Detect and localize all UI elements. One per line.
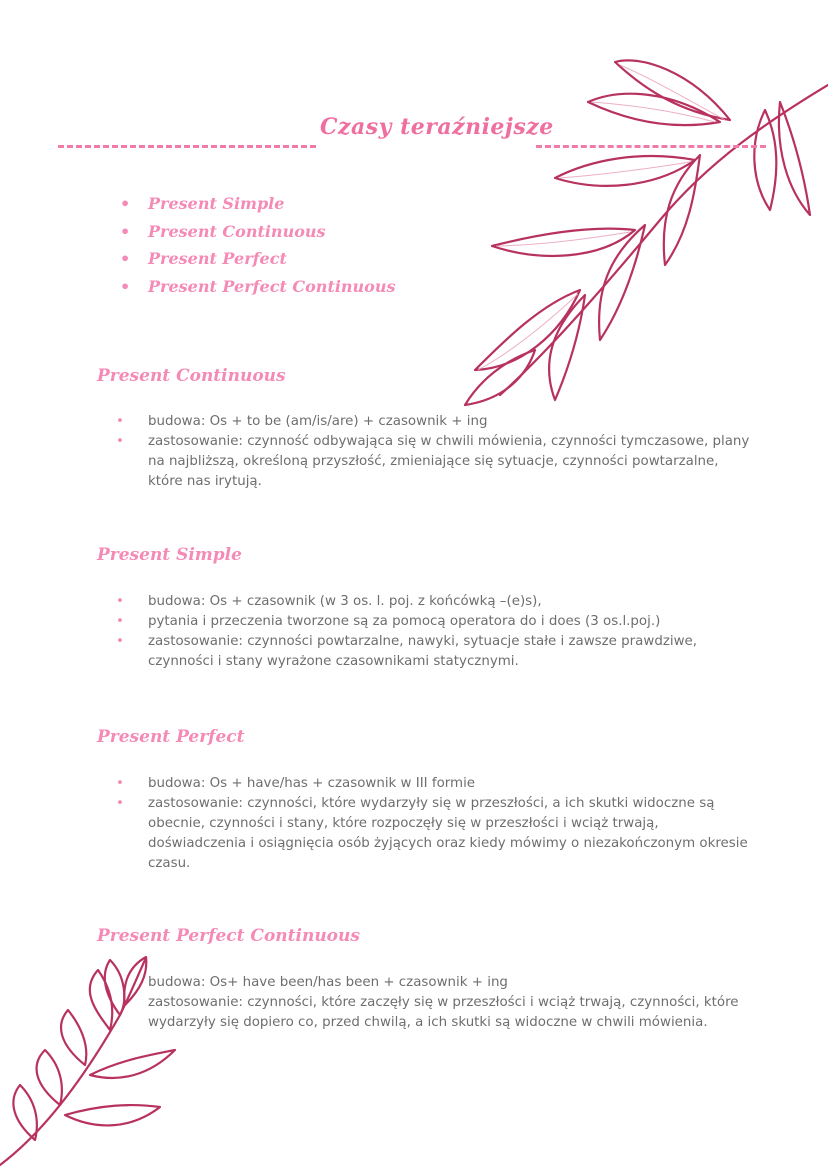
bullet-item: • budowa: Os + czasownik (w 3 os. l. poj. z końcówką –(e)s), — [116, 592, 756, 612]
toc-item: • Present Simple — [120, 194, 395, 222]
section-heading-present-perfect: Present Perfect — [97, 727, 245, 747]
bullet-item: • zastosowanie: czynności, które wydarzyły się w przeszłości, a ich skutki widoczne są obecnie, czynności i stany, które rozpoczęły się w przeszłości i wciąż trwają, doświadczenia i osiągnięcia osób żyjących oraz kiedy mówimy o niezakończonym okresie czasu. — [116, 794, 756, 874]
title-row — [58, 112, 778, 152]
bullet-item: • budowa: Os + have/has + czasownik w III formie — [116, 774, 756, 794]
section-bullets-present-continuous — [116, 412, 756, 492]
section-bullets-present-perfect-continuous — [116, 973, 756, 1033]
section-heading-present-simple: Present Simple — [97, 545, 242, 565]
section-heading-present-continuous: Present Continuous — [97, 366, 286, 386]
section-bullets-present-perfect — [116, 774, 756, 874]
toc-list — [120, 194, 395, 304]
page-title: Czasy teraźniejsze — [320, 114, 554, 140]
bullet-item: • pytania i przeczenia tworzone są za pomocą operatora do i does (3 os.l.poj.) — [116, 612, 756, 632]
bullet-item: zastosowanie: czynności, które zaczęły się w przeszłości i wciąż trwają, czynności, które wydarzyły się dopiero co, przed chwilą, a ich skutki są widoczne w chwili mówienia. — [148, 995, 739, 1030]
bullet-item: • budowa: Os + to be (am/is/are) + czasownik + ing — [116, 412, 756, 432]
bullet-item: • zastosowanie: czynności powtarzalne, nawyki, sytuacje stałe i zawsze prawdziwe, czynności i stany wyrażone czasownikami statycznymi. — [116, 632, 756, 672]
toc-item: • Present Continuous — [120, 222, 395, 250]
section-heading-present-perfect-continuous: Present Perfect Continuous — [97, 926, 360, 946]
title-dash-left — [58, 145, 316, 148]
bullet-item: budowa: Os+ have been/has been + czasownik + ing — [148, 975, 508, 990]
leaf-branch-top-right-icon — [460, 50, 828, 410]
section-bullets-present-simple — [116, 592, 756, 672]
toc-item: • Present Perfect — [120, 249, 395, 277]
toc-item: • Present Perfect Continuous — [120, 277, 395, 305]
bullet-item: • zastosowanie: czynność odbywająca się w chwili mówienia, czynności tymczasowe, plany na najbliższą, określoną przyszłość, zmieniające się sytuacje, czynności powtarzalne, które nas irytują. — [116, 432, 756, 492]
title-dash-right — [536, 145, 766, 148]
